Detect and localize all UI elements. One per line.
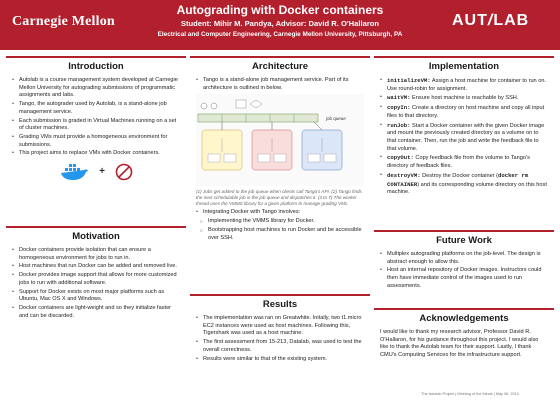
architecture-panel (190, 56, 370, 292)
poster-affiliation: Electrical and Computer Engineering, Carnegie Mellon University, Pittsburgh, PA (157, 31, 403, 38)
impl-text: Copy feedback file from the volume to Tango's directory of feedback files. (387, 155, 530, 170)
motivation-item: • Docker containers are light-weight and so they initialize faster and can be discarded. (12, 305, 180, 320)
impl-item (380, 154, 548, 170)
future-work-panel (374, 230, 554, 306)
job-queue-bar (198, 114, 318, 122)
architecture-diagram (196, 94, 364, 186)
architecture-subitem: ○ Implementing the VMMS library for Docker. (196, 218, 364, 226)
introduction-panel (6, 56, 186, 224)
acknowledgements-panel (374, 308, 554, 390)
autolab-slash-icon: / (487, 12, 494, 29)
impl-item (380, 94, 548, 103)
motivation-item: • Host machines that run Docker can be added and removed live. (12, 263, 180, 271)
autolab-logo (452, 12, 529, 30)
impl-code-inline: docker rm CONTAINER (387, 171, 529, 188)
results-item: • Results were similar to that of the existing system. (196, 356, 364, 364)
motivation-panel (6, 226, 186, 394)
architecture-title: Architecture (190, 58, 370, 75)
impl-item (380, 172, 548, 197)
impl-text: Start a Docker container with the given Docker image and mount the previously created directory as a volume on to that container. Then, run the job and write the feedback file to that volume. (387, 122, 545, 152)
impl-text: Destroy the Docker container ( (420, 172, 498, 179)
impl-code: copyOut: (387, 154, 414, 162)
motivation-item: • Docker containers provide isolation that can ensure a homogeneous environment for jobs to run in. (12, 247, 180, 262)
poster-title: Autograding with Docker containers (176, 3, 384, 17)
impl-item (380, 122, 548, 154)
docker-whale-icon (59, 162, 89, 182)
autolab-lambda-icon (115, 163, 133, 181)
results-item: • The first assessment from 15-213, Datalab, was used to test the overall correctness. (196, 339, 364, 354)
plus-icon: + (99, 166, 105, 178)
impl-text: Create a directory on host machine and copy all input files to that directory. (387, 105, 545, 119)
motivation-title: Motivation (6, 228, 186, 245)
poster-header (0, 0, 560, 50)
autolab-logo-part-b: LAB (493, 12, 530, 29)
results-item: • The implementation was ran on Greatwhite. Initally, two t1.micro EC2 instances were used as host machines. Following this, Tigershark was used as a host machine. (196, 315, 364, 338)
future-item: • Multiplex autograding platforms on the job-level. The design is abstract enough to allow this. (380, 251, 548, 266)
job-queue-label: job queue (326, 116, 346, 122)
results-title: Results (190, 296, 370, 313)
impl-code: runJob: (387, 121, 411, 129)
poster-authors: Student: Mihir M. Pandya, Advisor: David R. O'Hallaron (180, 19, 380, 28)
implementation-panel (374, 56, 554, 228)
intro-item: • Each submission is graded in Virtual Machines running on a set of cluster machines. (12, 118, 180, 133)
impl-code: copyIn: (387, 104, 411, 112)
introduction-title: Introduction (6, 58, 186, 75)
architecture-caption: (1) Jobs get added to the job queue when clients call Tango's API. (2) Tango finds the next schedulable job in the job queue and dispatches it. (3 to 7) The worker thread uses the VMMS library for a given platform to manage grading VMs. (196, 189, 362, 207)
impl-code: waitVM: (387, 94, 411, 102)
future-work-title: Future Work (374, 232, 554, 249)
motivation-item: • Docker provides image support that allows for more customized jobs to run with additional software. (12, 272, 180, 287)
results-panel (190, 294, 370, 394)
impl-code: destroyVM: (387, 171, 421, 179)
future-item: • Host an internal repository of Docker images. Instructors could then have immediate control of the images used to run assessments. (380, 267, 548, 290)
cmu-logo: Carnegie Mellon (12, 14, 115, 29)
intro-item: • Tango, the autograder used by Autolab, is a stand-alone job management service. (12, 101, 180, 116)
acknowledgements-title: Acknowledgements (374, 310, 554, 327)
implementation-title: Implementation (374, 58, 554, 75)
acknowledgements-text: I would like to thank my research advisor, Professor David R. O'Hallaron, for his guidance throughout this project. I would also like to thank the Autolab team for their support. Lastly, I thank CMU's Computing Services for the infrastructure support. (380, 329, 539, 359)
impl-text: ) and its corresponding volume directory on this host machine. (387, 181, 547, 196)
motivation-item: • Support for Docker exists on most major platforms such as Ubuntu, Mac OS X and Windows. (12, 289, 180, 304)
impl-code: initializeVM: (387, 77, 431, 84)
intro-icons (12, 162, 180, 182)
impl-item (380, 77, 548, 93)
architecture-intro: • Tango is a stand-alone job management service. Part of its architecture is outlined in below. (196, 77, 364, 92)
impl-item (380, 104, 548, 120)
impl-text: Assign a host machine for container to run on. Use round-robin for assignment. (387, 78, 547, 92)
intro-item: • This project aims to replace VMs with Docker containers. (12, 150, 180, 158)
intro-item: • Autolab is a course management system developed at Carnegie Mellon University for autograding submissions of programmatic assignments and labs. (12, 77, 180, 100)
architecture-subitem: ○ Bootstrapping host machines to run Docker and be accessible over SSH. (196, 227, 364, 242)
architecture-integrating: • Integrating Docker with Tango involves: (196, 209, 364, 217)
impl-text: Ensure host machine is reachable by SSH. (410, 95, 519, 102)
intro-item: • Grading VMs must provide a homogeneous environment for submissions. (12, 134, 180, 149)
poster-footer: The Autolab Project | Meeting of the Minds | May 06, 2015 (421, 392, 519, 396)
autolab-logo-part-a: AUT (452, 12, 488, 29)
